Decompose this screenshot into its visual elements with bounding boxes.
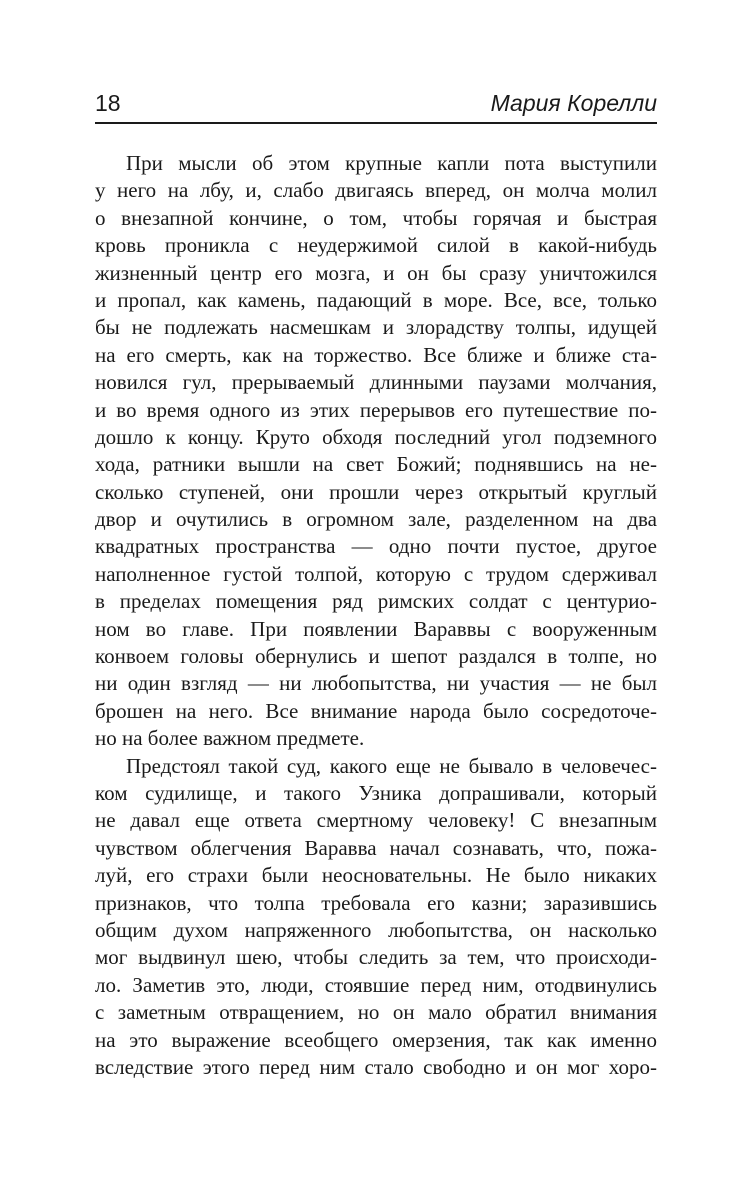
text-line: ло. Заметив это, люди, стоявшие перед ним, отодвинулись — [95, 972, 657, 997]
page-number: 18 — [95, 90, 121, 116]
text-line: новился гул, прерываемый длинными паузами молчания, — [95, 370, 657, 395]
text-line: ном во главе. При появлении Вараввы с вооруженным — [95, 616, 657, 641]
text-line: двор и очутились в огромном зале, разделенном на два — [95, 507, 657, 532]
text-line: и во время одного из этих перерывов его путешествие по- — [95, 397, 657, 422]
text-line: бы не подлежать насмешкам и злорадству толпы, идущей — [95, 315, 657, 340]
text-line: наполненное густой толпой, которую с трудом сдерживал — [95, 561, 657, 586]
text-line: но на более важном предмете. — [95, 726, 365, 751]
text-line: мог выдвинул шею, чтобы следить за тем, что происходи- — [95, 945, 657, 970]
text-line: чувством облегчения Варавва начал сознавать, что, пожа- — [95, 835, 657, 860]
text-line: дошло к концу. Круто обходя последний угол подземного — [95, 424, 657, 449]
text-line: брошен на него. Все внимание народа было сосредоточе- — [95, 698, 657, 723]
text-line: на его смерть, как на торжество. Все ближе и ближе ста- — [95, 342, 657, 367]
body-text — [95, 150, 657, 1081]
text-line: в пределах помещения ряд римских солдат с центурио- — [95, 589, 657, 614]
text-line: кровь проникла с неудержимой силой в какой-нибудь — [95, 233, 657, 258]
text-line: конвоем головы обернулись и шепот раздался в толпе, но — [95, 644, 657, 669]
text-line: о внезапной кончине, о том, чтобы горячая и быстрая — [95, 205, 657, 230]
page-header — [95, 88, 657, 124]
text-line: квадратных пространства — одно почти пустое, другое — [95, 534, 657, 559]
text-line: и пропал, как камень, падающий в море. Все, все, только — [95, 287, 657, 312]
text-line: не давал еще ответа смертному человеку! С внезапным — [95, 808, 657, 833]
text-line: хода, ратники вышли на свет Божий; поднявшись на не- — [95, 452, 657, 477]
text-line: вследствие этого перед ним стало свободно и он мог хоро- — [95, 1054, 657, 1079]
text-line: жизненный центр его мозга, и он бы сразу уничтожился — [95, 260, 657, 285]
text-line: с заметным отвращением, но он мало обратил внимания — [95, 1000, 657, 1025]
text-line: ни один взгляд — ни любопытства, ни участия — не был — [95, 671, 657, 696]
text-line: луй, его страхи были неосновательны. Не было никаких — [95, 863, 657, 888]
text-line: общим духом напряженного любопытства, он насколько — [95, 917, 657, 942]
text-line: на это выражение всеобщего омерзения, так как именно — [95, 1027, 657, 1052]
running-head-author: Мария Корелли — [490, 90, 657, 116]
text-line: признаков, что толпа требовала его казни; заразившись — [95, 890, 657, 915]
text-line: Предстоял такой суд, какого еще не бывало в человечес- — [126, 753, 657, 778]
text-line: у него на лбу, и, слабо двигаясь вперед, он молча молил — [95, 178, 657, 203]
text-line: ком судилище, и такого Узника допрашивали, который — [95, 780, 657, 805]
text-line: При мысли об этом крупные капли пота выступили — [126, 151, 657, 175]
text-line: сколько ступеней, они прошли через открытый круглый — [95, 479, 657, 504]
